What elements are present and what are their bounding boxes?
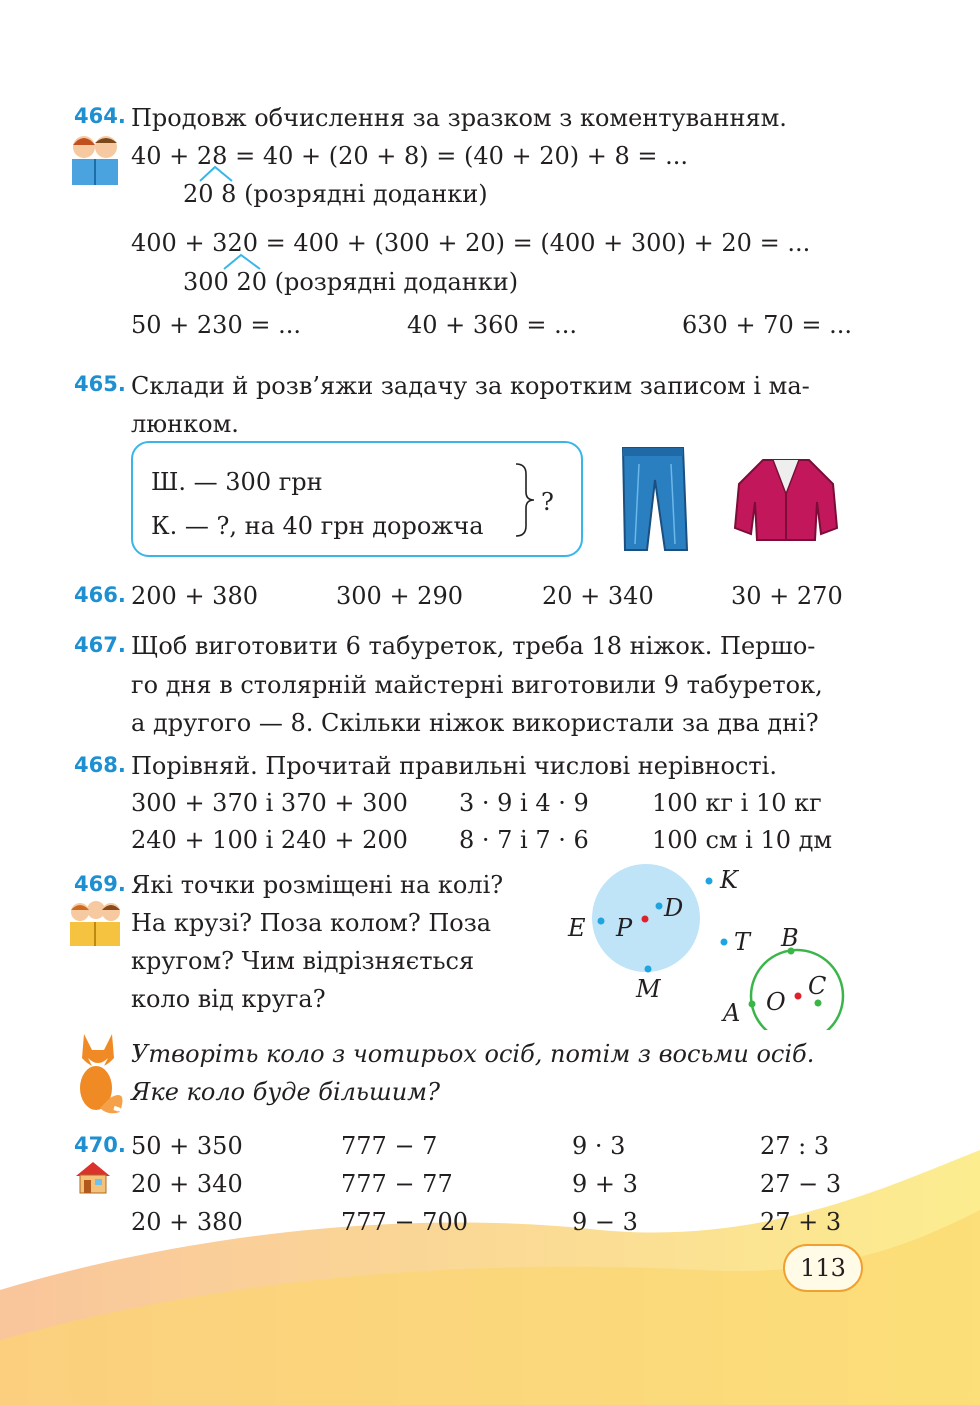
- exercise-464-line2-sub: 300 20 (розрядні доданки): [183, 268, 519, 296]
- expression: 27 : 3: [760, 1132, 830, 1160]
- trousers-icon: [617, 444, 689, 554]
- point-label-p: P: [616, 914, 633, 942]
- expression: 20 + 380: [131, 1208, 243, 1236]
- exercise-464-line1-sub: 20 8 (розрядні доданки): [183, 180, 488, 208]
- expression: 9 − 3: [572, 1208, 638, 1236]
- expression: 27 − 3: [760, 1170, 842, 1198]
- expression: 40 + 360 = ...: [407, 311, 577, 339]
- expression: 20 + 340: [542, 582, 654, 610]
- exercise-469-line: кругом? Чим відрізняється: [131, 947, 475, 975]
- comparison: 3 · 9 і 4 · 9: [459, 789, 589, 817]
- exercise-467-line: а другого — 8. Скільки ніжок використали за два дні?: [131, 709, 819, 737]
- exercise-number-470: 470.: [74, 1133, 126, 1157]
- point-label-o: O: [766, 988, 786, 1016]
- exercise-number-466: 466.: [74, 583, 126, 607]
- house-icon: [74, 1160, 112, 1194]
- fox-task-line2: Яке коло буде більшим?: [131, 1078, 440, 1106]
- point-label-c: C: [808, 972, 827, 1000]
- page-number: 113: [783, 1244, 863, 1292]
- exercise-467-line: Щоб виготовити 6 табуреток, треба 18 ніжок. Першо-: [131, 632, 816, 660]
- exercise-468-instruction: Порівняй. Прочитай правильні числові нерівності.: [131, 752, 777, 780]
- expression: 9 · 3: [572, 1132, 626, 1160]
- expression: 200 + 380: [131, 582, 258, 610]
- expression: 9 + 3: [572, 1170, 638, 1198]
- comparison: 8 · 7 і 7 · 6: [459, 826, 589, 854]
- comparison: 240 + 100 і 240 + 200: [131, 826, 408, 854]
- circle-diagram: [560, 860, 860, 1030]
- expression: 630 + 70 = ...: [682, 311, 852, 339]
- expression: 50 + 350: [131, 1132, 243, 1160]
- exercise-464-line2: 400 + 320 = 400 + (300 + 20) = (400 + 300) + 20 = ...: [131, 229, 811, 257]
- expression: 300 + 290: [336, 582, 463, 610]
- exercise-number-464: 464.: [74, 104, 126, 128]
- expression: 30 + 270: [731, 582, 843, 610]
- point-label-e: E: [568, 914, 586, 942]
- jacket-icon: [733, 454, 839, 544]
- expression: 27 + 3: [760, 1208, 842, 1236]
- curly-brace-icon: [512, 462, 536, 538]
- comparison: 100 кг і 10 кг: [652, 789, 822, 817]
- expression: 777 − 77: [341, 1170, 453, 1198]
- exercise-number-467: 467.: [74, 633, 126, 657]
- question-mark: ?: [541, 488, 554, 516]
- kids-reading-icon: [66, 898, 124, 948]
- point-label-m: M: [636, 975, 661, 1003]
- exercise-465-line1: Склади й розв’яжи задачу за коротким записом і ма-: [131, 372, 810, 400]
- exercise-number-465: 465.: [74, 372, 126, 396]
- exercise-number-468: 468.: [74, 753, 126, 777]
- point-label-d: D: [664, 894, 684, 922]
- comparison: 300 + 370 і 370 + 300: [131, 789, 408, 817]
- kids-reading-icon: [66, 131, 124, 187]
- circle-shape: [751, 950, 843, 1030]
- short-note-line2: К. — ?, на 40 грн дорожча: [151, 512, 484, 540]
- expression: 777 − 700: [341, 1208, 468, 1236]
- exercise-465-line2: люнком.: [131, 410, 239, 438]
- fox-icon: [70, 1028, 126, 1116]
- exercise-469-line: коло від круга?: [131, 985, 326, 1013]
- point-label-a: A: [723, 999, 741, 1027]
- expression: 20 + 340: [131, 1170, 243, 1198]
- exercise-464-instruction: Продовж обчислення за зразком з коментуванням.: [131, 104, 787, 132]
- expression: 50 + 230 = ...: [131, 311, 301, 339]
- expression: 777 − 7: [341, 1132, 438, 1160]
- point-label-k: K: [720, 866, 738, 894]
- point-label-t: T: [734, 928, 751, 956]
- exercise-469-line: На крузі? Поза колом? Поза: [131, 909, 492, 937]
- exercise-464-line1: 40 + 28 = 40 + (20 + 8) = (40 + 20) + 8 = ...: [131, 142, 689, 170]
- exercise-number-469: 469.: [74, 872, 126, 896]
- short-note-line1: Ш. — 300 грн: [151, 468, 323, 496]
- comparison: 100 см і 10 дм: [652, 826, 833, 854]
- fox-task-line1: Утворіть коло з чотирьох осіб, потім з восьми осіб.: [131, 1040, 815, 1068]
- point-label-b: B: [781, 924, 799, 952]
- exercise-467-line: го дня в столярній майстерні виготовили 9 табуреток,: [131, 671, 823, 699]
- exercise-469-line: Які точки розміщені на колі?: [131, 871, 504, 899]
